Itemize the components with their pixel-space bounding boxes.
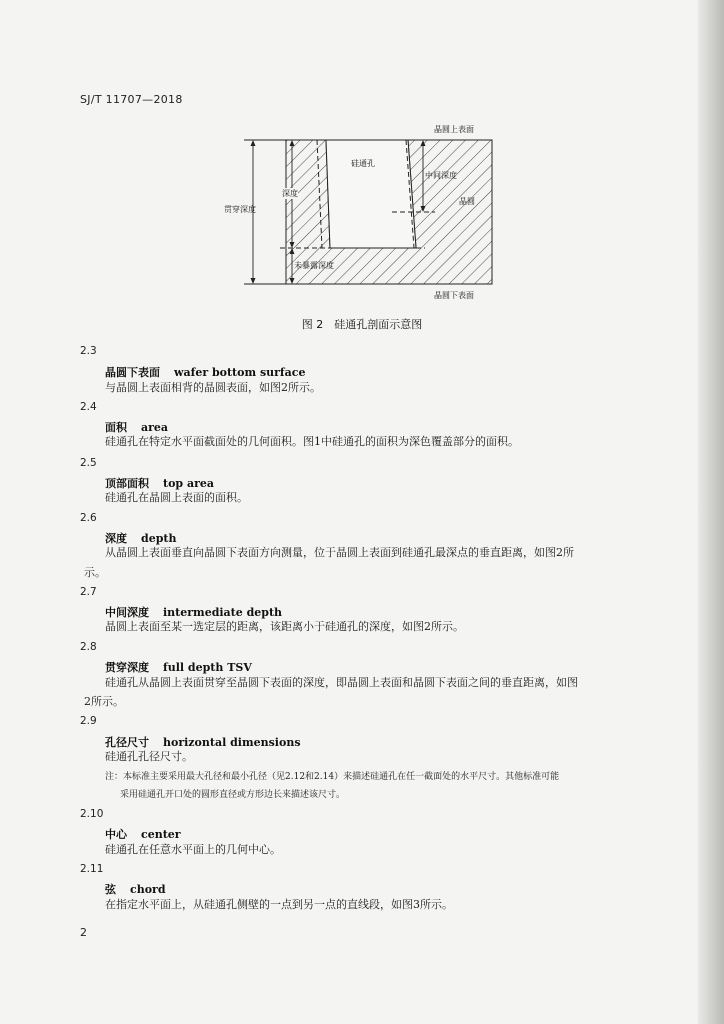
- note-line1: 注：本标准主要采用最大孔径和最小孔径（见2.12和2.14）来描述硅通孔在任一截面处的水平尺寸。其他标准可能: [105, 772, 560, 782]
- term-cn: 孔径尺寸: [105, 736, 149, 749]
- section-number: 2.8: [80, 641, 97, 653]
- term-definition: 硅通孔孔径尺寸。: [105, 750, 193, 763]
- note-line2: 采用硅通孔开口处的圆形直径或方形边长来描述该尺寸。: [120, 790, 346, 800]
- term-en: wafer bottom surface: [174, 366, 306, 379]
- term-cn: 中心: [105, 828, 127, 841]
- term-en: horizontal dimensions: [163, 736, 301, 749]
- section-number: 2.7: [80, 586, 97, 598]
- term-cn: 晶圆下表面: [105, 366, 160, 379]
- term-en: chord: [130, 883, 166, 896]
- label-wafer: 晶圆: [459, 197, 475, 206]
- term-en: full depth TSV: [163, 661, 252, 674]
- term-en: depth: [141, 532, 177, 545]
- term-definition: 硅通孔在特定水平面截面处的几何面积。图1中硅通孔的面积为深色覆盖部分的面积。: [105, 435, 519, 448]
- term-cn: 中间深度: [105, 606, 149, 619]
- term-definition-line1: 从晶圆上表面垂直向晶圆下表面方向测量，位于晶圆上表面到硅通孔最深点的垂直距离，如图2所: [105, 546, 574, 559]
- label-via: 硅通孔: [351, 159, 375, 168]
- section-number: 2.10: [80, 808, 104, 820]
- term-cn: 弦: [105, 883, 116, 896]
- term-definition: 在指定水平面上，从硅通孔侧壁的一点到另一点的直线段，如图3所示。: [105, 898, 453, 911]
- term-en: area: [141, 421, 169, 434]
- label-full-depth: 贯穿深度: [224, 205, 256, 214]
- term-cn: 面积: [105, 421, 127, 434]
- term-cn: 深度: [105, 532, 127, 545]
- label-depth: 深度: [282, 189, 298, 198]
- figure-caption: 图 2 硅通孔剖面示意图: [301, 318, 423, 331]
- term-definition-line2: 示。: [84, 566, 106, 579]
- term-definition: 晶圆上表面至某一选定层的距离，该距离小于硅通孔的深度，如图2所示。: [105, 620, 464, 633]
- page-number: 2: [80, 926, 87, 939]
- term-en: intermediate depth: [163, 606, 283, 619]
- standard-code-header: SJ/T 11707—2018: [80, 93, 183, 106]
- term-en: center: [141, 828, 181, 841]
- term-definition: 与晶圆上表面相背的晶圆表面，如图2所示。: [105, 381, 321, 394]
- term-cn: 顶部面积: [105, 477, 149, 490]
- section-number: 2.5: [80, 457, 97, 469]
- via-cavity: [326, 140, 416, 248]
- term-cn: 贯穿深度: [105, 661, 149, 674]
- section-number: 2.6: [80, 512, 97, 524]
- tsv-cross-section-figure: [220, 118, 520, 306]
- label-bottom-surface: 晶圆下表面: [434, 291, 474, 300]
- section-number: 2.4: [80, 401, 97, 413]
- label-intermediate-depth: 中间深度: [425, 171, 457, 180]
- section-number: 2.3: [80, 345, 97, 357]
- term-definition-line1: 硅通孔从晶圆上表面贯穿至晶圆下表面的深度，即晶圆上表面和晶圆下表面之间的垂直距离，如图: [105, 676, 578, 689]
- term-en: top area: [163, 477, 214, 490]
- section-number: 2.9: [80, 715, 97, 727]
- tsv-diagram: [220, 118, 520, 306]
- term-definition-line2: 2所示。: [84, 695, 124, 708]
- term-definition: 硅通孔在晶圆上表面的面积。: [105, 491, 248, 504]
- label-top-surface: 晶圆上表面: [434, 125, 474, 134]
- page-edge-shadow: [698, 0, 724, 1024]
- section-number: 2.11: [80, 863, 104, 875]
- label-unexposed-depth: 未暴露深度: [294, 261, 334, 270]
- term-definition: 硅通孔在任意水平面上的几何中心。: [105, 843, 281, 856]
